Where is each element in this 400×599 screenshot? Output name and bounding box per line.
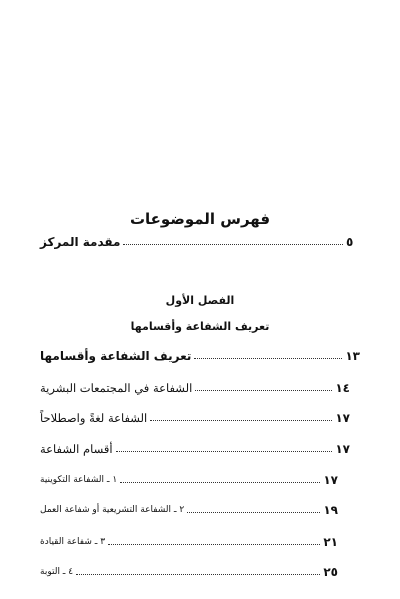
toc-entry-page: ١٤ [335,381,350,395]
toc-entry [38,346,360,364]
page-title: فهرس الموضوعات [129,210,271,228]
dot-leader [195,389,332,391]
toc-entry-label: ٣ ـ شفاعة القيادة [40,537,106,547]
toc-entry-label: ٢ ـ الشفاعة التشريعية أو شفاعة العمل [40,505,185,515]
toc-entry-page: ٢٥ [323,565,338,579]
chapter-label: الفصل الأول [165,294,235,307]
toc-entry-page: ١٧ [323,473,338,487]
dot-leader [120,481,320,483]
toc-entry-label: تعريف الشفاعة وأقسامها [40,349,192,363]
toc-entry-page: ٢١ [323,535,338,549]
toc-entry-label: ١ ـ الشفاعة التكوينية [40,475,118,485]
dot-leader [194,357,342,359]
toc-entry-page: ٥ [346,235,354,249]
toc-entry [38,532,338,550]
toc-entry-label: الشفاعة في المجتمعات البشرية [40,381,193,395]
toc-entry-label: ٤ ـ التوبة [40,567,74,577]
toc-entry [38,562,338,580]
toc-entry [38,470,338,488]
toc-entry-page: ١٧ [335,442,350,456]
toc-entry [38,500,338,518]
toc-entry-label: الشفاعة لغةً واصطلاحاً [40,411,148,425]
dot-leader [123,243,343,245]
toc-entry [38,439,350,457]
toc-entry-page: ١٣ [345,349,360,363]
toc-entry-page: ١٩ [323,503,338,517]
toc-entry [38,232,360,250]
dot-leader [76,573,320,575]
toc-entry [38,408,350,426]
toc-entry-label: أقسام الشفاعة [40,442,113,456]
dot-leader [108,543,320,545]
dot-leader [150,419,332,421]
chapter-subtitle: تعريف الشفاعة وأقسامها [130,320,270,333]
toc-entry [38,378,350,396]
dot-leader [116,450,333,452]
toc-entry-page: ١٧ [335,411,350,425]
toc-entry-label: مقدمة المركز [40,235,121,249]
dot-leader [187,511,320,513]
